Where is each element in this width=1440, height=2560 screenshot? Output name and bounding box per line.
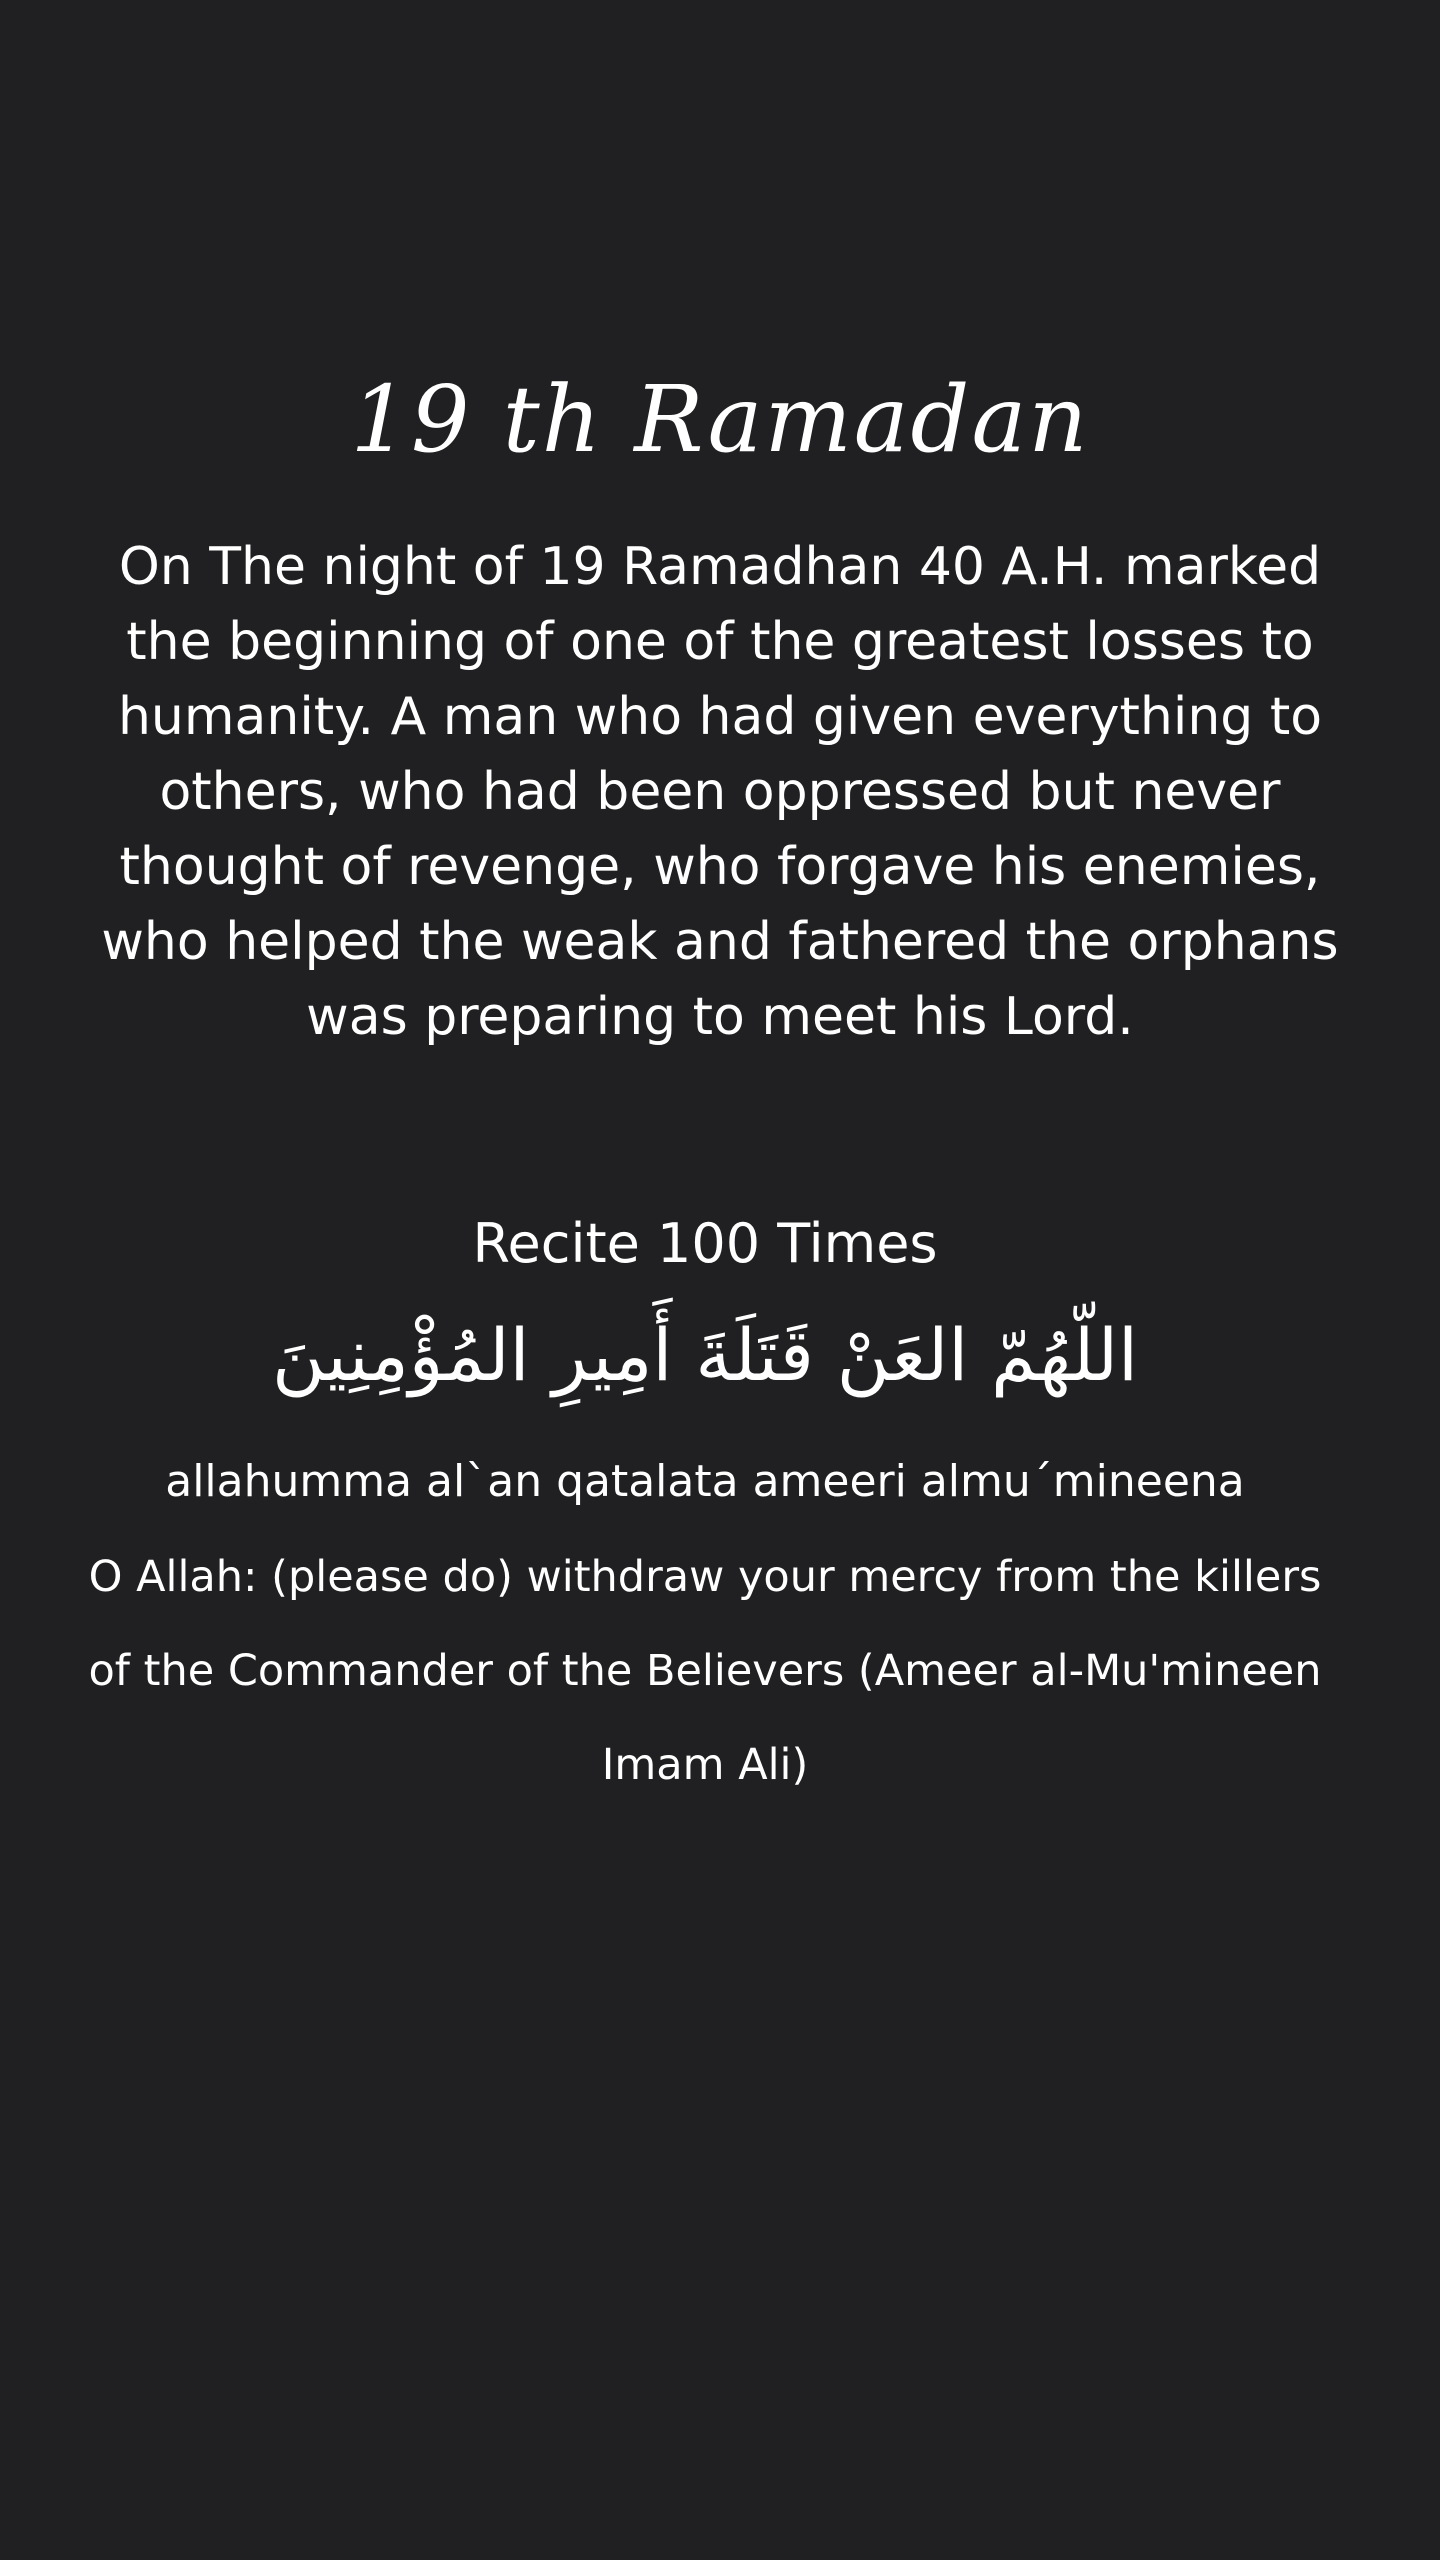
recite-heading: Recite 100 Times [472, 1212, 938, 1275]
page-title: 19 th Ramadan [350, 366, 1090, 473]
translation-text: O Allah: (please do) withdraw your mercy from the killers of the Commander of the Believers (Ameer al-Mu'mineen Imam Ali) [88, 1552, 1322, 1790]
transliteration-text: allahumma al`an qatalata ameeri almu´mineena [165, 1456, 1245, 1507]
arabic-dua: اللّهُمّ العَنْ قَتَلَةَ أَمِيرِ المُؤْمِنِينَ [271, 1313, 1139, 1397]
intro-paragraph: On The night of 19 Ramadhan 40 A.H. marked the beginning of one of the greatest losses to humanity. A man who had given everything to others, who had been oppressed but never thought of revenge, who forgave his enemies, who helped the weak and fathered the orphans was preparing to meet his Lord. [101, 537, 1339, 1047]
